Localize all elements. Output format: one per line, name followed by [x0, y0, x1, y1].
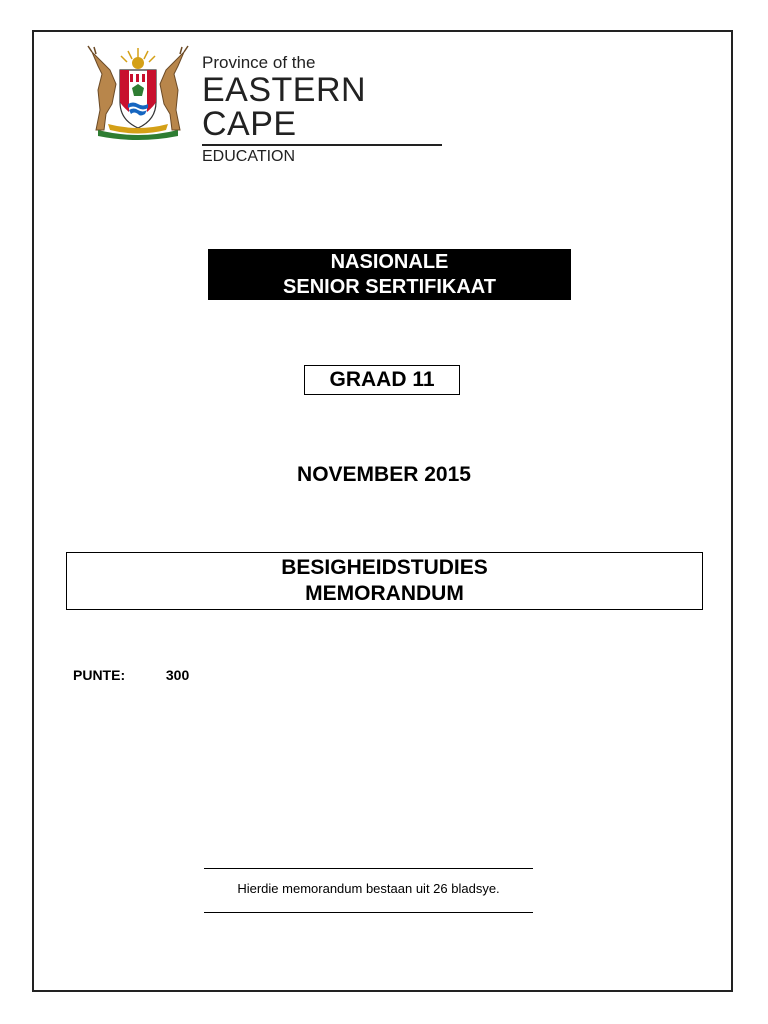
exam-date: NOVEMBER 2015: [297, 463, 471, 486]
logo-text-block: [202, 54, 452, 166]
subject-title: BESIGHEIDSTUDIES: [281, 556, 488, 579]
certificate-line-1: NASIONALE: [330, 251, 449, 273]
certificate-line-2: SENIOR SERTIFIKAAT: [283, 276, 496, 298]
grade-box: GRAAD 11: [304, 365, 460, 395]
marks-row: [73, 667, 189, 683]
marks-value: 300: [165, 667, 190, 683]
subject-document-type: MEMORANDUM: [305, 582, 464, 605]
footer-top-rule: [204, 868, 533, 869]
eastern-cape-education-logo: [82, 44, 452, 165]
logo-divider: [202, 144, 442, 146]
certificate-banner: [208, 249, 571, 300]
marks-label: PUNTE:: [73, 667, 126, 683]
subject-box: [66, 552, 703, 610]
logo-education-text: EDUCATION: [202, 148, 296, 165]
page-count-note: Hierdie memorandum bestaan uit 26 bladsye.: [237, 881, 500, 896]
logo-eastern-cape-text: EASTERN CAPE: [202, 71, 367, 143]
footer-bottom-rule: [204, 912, 533, 913]
page-border: [32, 30, 733, 992]
coat-of-arms-icon: [82, 44, 194, 142]
logo-province-text: Province of the: [202, 53, 316, 72]
